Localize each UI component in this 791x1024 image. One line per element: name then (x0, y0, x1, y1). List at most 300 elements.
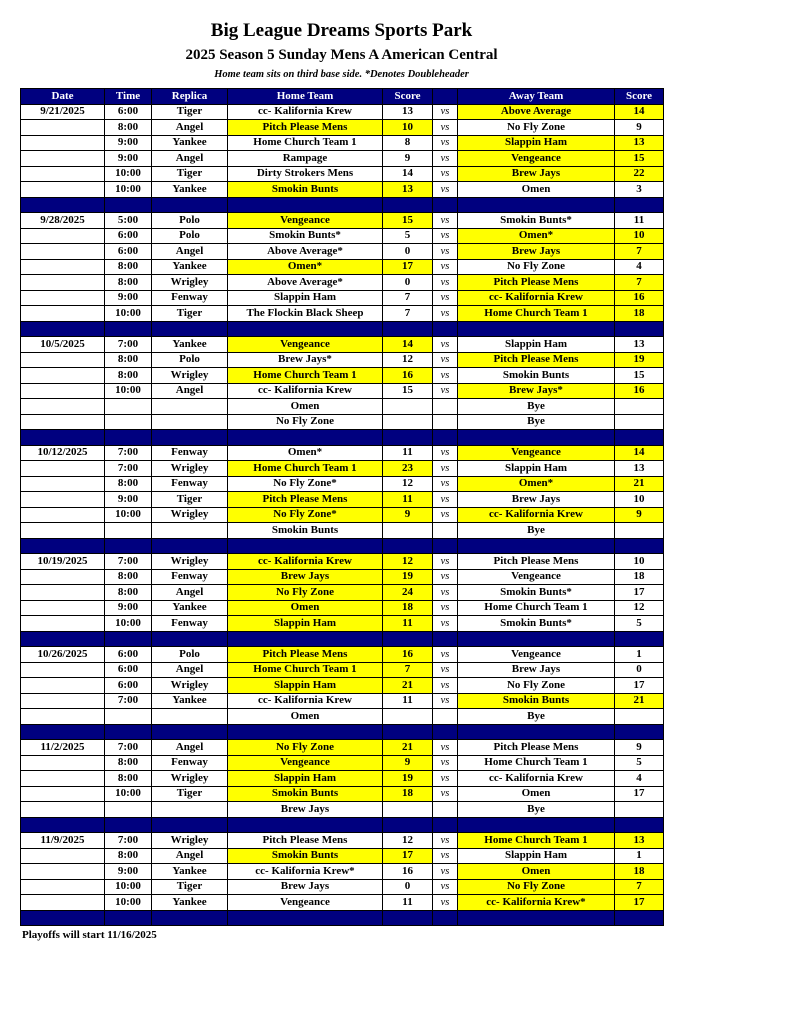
table-row (21, 755, 664, 771)
game-field: Angel (152, 244, 228, 260)
separator-cell (433, 430, 458, 446)
away-team: cc- Kalifornia Krew (458, 771, 615, 787)
home-score: 11 (383, 895, 433, 911)
vs-label: vs (433, 678, 458, 694)
game-time: 9:00 (105, 492, 152, 508)
away-team: Home Church Team 1 (458, 755, 615, 771)
away-score: 22 (615, 166, 664, 182)
week-separator (21, 724, 664, 740)
game-date (21, 678, 105, 694)
table-row (21, 662, 664, 678)
home-score: 11 (383, 616, 433, 632)
separator-cell (615, 910, 664, 926)
away-team: Brew Jays (458, 166, 615, 182)
home-team: Omen (228, 709, 383, 725)
game-time: 10:00 (105, 879, 152, 895)
away-score: 17 (615, 786, 664, 802)
table-row (21, 275, 664, 291)
home-team: cc- Kalifornia Krew (228, 383, 383, 399)
home-team: Vengeance (228, 895, 383, 911)
home-score: 9 (383, 507, 433, 523)
separator-cell (615, 197, 664, 213)
home-team-column-header: Home Team (228, 89, 383, 105)
home-team: Home Church Team 1 (228, 368, 383, 384)
away-score: 15 (615, 151, 664, 167)
game-field: Wrigley (152, 461, 228, 477)
away-score: 14 (615, 104, 664, 120)
vs-label: vs (433, 275, 458, 291)
away-team: No Fly Zone (458, 120, 615, 136)
away-score: 7 (615, 879, 664, 895)
away-team: cc- Kalifornia Krew (458, 507, 615, 523)
game-time (105, 414, 152, 430)
home-score (383, 523, 433, 539)
game-time: 7:00 (105, 337, 152, 353)
separator-cell (105, 538, 152, 554)
away-score: 15 (615, 368, 664, 384)
game-date (21, 228, 105, 244)
game-field: Wrigley (152, 833, 228, 849)
vs-label: vs (433, 213, 458, 229)
game-field: Wrigley (152, 771, 228, 787)
separator-cell (433, 197, 458, 213)
table-row (21, 259, 664, 275)
game-time (105, 802, 152, 818)
table-row (21, 585, 664, 601)
home-score: 18 (383, 600, 433, 616)
game-field: Fenway (152, 616, 228, 632)
home-team: Smokin Bunts (228, 182, 383, 198)
schedule-table (20, 88, 664, 926)
game-date (21, 507, 105, 523)
game-time: 8:00 (105, 120, 152, 136)
game-date: 11/9/2025 (21, 833, 105, 849)
vs-label: vs (433, 693, 458, 709)
game-field: Angel (152, 662, 228, 678)
vs-label: vs (433, 151, 458, 167)
away-team: No Fly Zone (458, 879, 615, 895)
game-time (105, 523, 152, 539)
vs-label: vs (433, 554, 458, 570)
table-row (21, 616, 664, 632)
away-score: 13 (615, 833, 664, 849)
separator-cell (458, 430, 615, 446)
away-team: Omen* (458, 476, 615, 492)
table-row (21, 864, 664, 880)
home-score: 9 (383, 755, 433, 771)
week-separator (21, 197, 664, 213)
table-row (21, 337, 664, 353)
table-row (21, 445, 664, 461)
table-row (21, 709, 664, 725)
away-team: Brew Jays (458, 492, 615, 508)
game-time: 7:00 (105, 445, 152, 461)
away-score: 0 (615, 662, 664, 678)
game-field: Tiger (152, 786, 228, 802)
away-score: 16 (615, 383, 664, 399)
game-time: 7:00 (105, 554, 152, 570)
separator-cell (152, 724, 228, 740)
game-time: 7:00 (105, 461, 152, 477)
home-score: 17 (383, 259, 433, 275)
separator-cell (21, 910, 105, 926)
game-time: 10:00 (105, 166, 152, 182)
home-score: 12 (383, 833, 433, 849)
game-field: Yankee (152, 135, 228, 151)
away-score: 18 (615, 569, 664, 585)
home-team: Slappin Ham (228, 771, 383, 787)
away-team: Vengeance (458, 151, 615, 167)
page-title: Big League Dreams Sports Park (210, 20, 473, 41)
separator-cell (152, 910, 228, 926)
home-score: 15 (383, 213, 433, 229)
away-score: 10 (615, 228, 664, 244)
away-score: 4 (615, 259, 664, 275)
separator-cell (21, 197, 105, 213)
table-row (21, 352, 664, 368)
home-team: cc- Kalifornia Krew (228, 554, 383, 570)
separator-cell (615, 817, 664, 833)
game-time: 10:00 (105, 182, 152, 198)
away-score-column-header: Score (615, 89, 664, 105)
game-date: 10/5/2025 (21, 337, 105, 353)
game-field: Wrigley (152, 554, 228, 570)
away-score: 7 (615, 275, 664, 291)
home-team: Slappin Ham (228, 290, 383, 306)
separator-cell (433, 724, 458, 740)
vs-label: vs (433, 445, 458, 461)
home-score: 12 (383, 476, 433, 492)
game-date (21, 848, 105, 864)
vs-label (433, 399, 458, 415)
game-field (152, 414, 228, 430)
game-field: Tiger (152, 492, 228, 508)
week-separator (21, 538, 664, 554)
game-time: 10:00 (105, 383, 152, 399)
table-row (21, 414, 664, 430)
separator-cell (152, 538, 228, 554)
game-date (21, 166, 105, 182)
home-team: Smokin Bunts (228, 786, 383, 802)
table-row (21, 120, 664, 136)
game-time: 7:00 (105, 833, 152, 849)
home-team: No Fly Zone* (228, 476, 383, 492)
vs-label: vs (433, 182, 458, 198)
game-field: Wrigley (152, 507, 228, 523)
away-score: 9 (615, 507, 664, 523)
home-team: Smokin Bunts (228, 523, 383, 539)
home-team: Slappin Ham (228, 678, 383, 694)
table-row (21, 554, 664, 570)
separator-cell (433, 817, 458, 833)
table-row (21, 693, 664, 709)
away-team: Bye (458, 414, 615, 430)
away-team: Vengeance (458, 569, 615, 585)
away-team: Vengeance (458, 647, 615, 663)
table-row (21, 523, 664, 539)
table-row (21, 244, 664, 260)
away-team: Smokin Bunts (458, 368, 615, 384)
separator-cell (383, 817, 433, 833)
away-score: 7 (615, 244, 664, 260)
game-time: 9:00 (105, 864, 152, 880)
away-score (615, 399, 664, 415)
game-date (21, 476, 105, 492)
game-date: 10/12/2025 (21, 445, 105, 461)
away-team: Omen (458, 864, 615, 880)
away-team: Slappin Ham (458, 461, 615, 477)
table-row (21, 104, 664, 120)
home-team: Vengeance (228, 755, 383, 771)
game-field: Wrigley (152, 678, 228, 694)
game-field: Polo (152, 647, 228, 663)
home-team: Smokin Bunts (228, 848, 383, 864)
game-date (21, 399, 105, 415)
vs-label: vs (433, 461, 458, 477)
separator-cell (383, 631, 433, 647)
away-score: 17 (615, 895, 664, 911)
game-time: 5:00 (105, 213, 152, 229)
separator-cell (458, 197, 615, 213)
away-score (615, 523, 664, 539)
home-score: 11 (383, 445, 433, 461)
game-date (21, 352, 105, 368)
table-row (21, 492, 664, 508)
game-time: 8:00 (105, 368, 152, 384)
away-team: Bye (458, 709, 615, 725)
away-score: 13 (615, 337, 664, 353)
game-date (21, 120, 105, 136)
away-team: Home Church Team 1 (458, 306, 615, 322)
table-row (21, 848, 664, 864)
game-time: 9:00 (105, 600, 152, 616)
home-score: 8 (383, 135, 433, 151)
home-score: 11 (383, 693, 433, 709)
game-field: Polo (152, 352, 228, 368)
game-date (21, 895, 105, 911)
separator-cell (152, 197, 228, 213)
game-time: 10:00 (105, 616, 152, 632)
home-team: Omen* (228, 259, 383, 275)
table-row (21, 647, 664, 663)
away-score: 10 (615, 554, 664, 570)
home-team: Above Average* (228, 244, 383, 260)
game-time: 6:00 (105, 104, 152, 120)
separator-cell (458, 538, 615, 554)
game-date (21, 182, 105, 198)
home-team: Home Church Team 1 (228, 662, 383, 678)
vs-label: vs (433, 879, 458, 895)
game-time: 9:00 (105, 151, 152, 167)
away-score: 1 (615, 647, 664, 663)
vs-label: vs (433, 306, 458, 322)
table-row (21, 507, 664, 523)
away-team: No Fly Zone (458, 259, 615, 275)
game-field: Angel (152, 120, 228, 136)
separator-cell (433, 631, 458, 647)
game-field: Fenway (152, 569, 228, 585)
home-team: cc- Kalifornia Krew (228, 104, 383, 120)
away-team: Home Church Team 1 (458, 833, 615, 849)
home-score: 0 (383, 244, 433, 260)
week-separator (21, 631, 664, 647)
game-date: 11/2/2025 (21, 740, 105, 756)
game-time (105, 399, 152, 415)
away-score: 4 (615, 771, 664, 787)
vs-label: vs (433, 786, 458, 802)
away-team: Brew Jays (458, 244, 615, 260)
separator-cell (105, 910, 152, 926)
home-team: Brew Jays* (228, 352, 383, 368)
separator-cell (433, 321, 458, 337)
separator-cell (228, 430, 383, 446)
away-score: 16 (615, 290, 664, 306)
vs-label: vs (433, 864, 458, 880)
home-team: Above Average* (228, 275, 383, 291)
table-row (21, 306, 664, 322)
game-date (21, 461, 105, 477)
away-team: Brew Jays (458, 662, 615, 678)
separator-cell (615, 430, 664, 446)
vs-label: vs (433, 771, 458, 787)
doubleheader-note: Home team sits on third base side. *Denotes Doubleheader (214, 69, 469, 80)
game-time: 8:00 (105, 476, 152, 492)
game-field: Fenway (152, 755, 228, 771)
table-row (21, 476, 664, 492)
home-team: Pitch Please Mens (228, 833, 383, 849)
away-score: 3 (615, 182, 664, 198)
vs-label: vs (433, 259, 458, 275)
game-time: 6:00 (105, 244, 152, 260)
vs-label: vs (433, 368, 458, 384)
game-time: 9:00 (105, 290, 152, 306)
game-time: 10:00 (105, 786, 152, 802)
away-score (615, 414, 664, 430)
vs-label: vs (433, 755, 458, 771)
game-field (152, 523, 228, 539)
away-score: 17 (615, 678, 664, 694)
separator-cell (105, 817, 152, 833)
game-field: Polo (152, 228, 228, 244)
home-team: Vengeance (228, 337, 383, 353)
game-time: 6:00 (105, 678, 152, 694)
home-score: 21 (383, 740, 433, 756)
home-score (383, 414, 433, 430)
home-team: No Fly Zone (228, 414, 383, 430)
away-team: Slappin Ham (458, 848, 615, 864)
separator-cell (21, 631, 105, 647)
away-score: 11 (615, 213, 664, 229)
game-time: 8:00 (105, 569, 152, 585)
vs-label: vs (433, 104, 458, 120)
vs-label: vs (433, 352, 458, 368)
game-date (21, 585, 105, 601)
away-team: Bye (458, 523, 615, 539)
home-score: 7 (383, 290, 433, 306)
home-score: 0 (383, 275, 433, 291)
game-time: 8:00 (105, 848, 152, 864)
playoffs-note: Playoffs will start 11/16/2025 (22, 929, 157, 941)
away-score: 5 (615, 755, 664, 771)
separator-cell (615, 724, 664, 740)
away-score: 5 (615, 616, 664, 632)
game-date (21, 879, 105, 895)
away-team: Pitch Please Mens (458, 352, 615, 368)
separator-cell (433, 910, 458, 926)
home-team: No Fly Zone (228, 740, 383, 756)
away-score: 18 (615, 864, 664, 880)
game-date (21, 864, 105, 880)
vs-label: vs (433, 616, 458, 632)
separator-cell (458, 817, 615, 833)
separator-cell (152, 631, 228, 647)
game-date (21, 368, 105, 384)
home-score: 14 (383, 337, 433, 353)
table-row (21, 740, 664, 756)
separator-cell (383, 538, 433, 554)
separator-cell (105, 430, 152, 446)
home-team: cc- Kalifornia Krew* (228, 864, 383, 880)
separator-cell (105, 197, 152, 213)
separator-cell (152, 430, 228, 446)
vs-label: vs (433, 337, 458, 353)
away-score: 19 (615, 352, 664, 368)
game-date (21, 151, 105, 167)
table-row (21, 569, 664, 585)
home-score: 16 (383, 368, 433, 384)
game-time: 7:00 (105, 740, 152, 756)
home-score: 18 (383, 786, 433, 802)
table-row (21, 290, 664, 306)
home-team: Pitch Please Mens (228, 647, 383, 663)
away-score: 12 (615, 600, 664, 616)
game-field: Fenway (152, 476, 228, 492)
replica-column-header: Replica (152, 89, 228, 105)
game-field (152, 399, 228, 415)
game-time (105, 709, 152, 725)
game-field (152, 802, 228, 818)
vs-label (433, 802, 458, 818)
game-date (21, 290, 105, 306)
table-row (21, 135, 664, 151)
home-score: 13 (383, 182, 433, 198)
vs-label: vs (433, 569, 458, 585)
game-date (21, 709, 105, 725)
separator-cell (152, 321, 228, 337)
vs-label (433, 523, 458, 539)
separator-cell (383, 430, 433, 446)
game-field: Tiger (152, 104, 228, 120)
game-time: 9:00 (105, 135, 152, 151)
game-field: Angel (152, 383, 228, 399)
away-team: Above Average (458, 104, 615, 120)
separator-cell (228, 631, 383, 647)
separator-cell (21, 538, 105, 554)
home-team: Omen (228, 399, 383, 415)
vs-column-header (433, 89, 458, 105)
home-score: 13 (383, 104, 433, 120)
game-date (21, 616, 105, 632)
home-score: 19 (383, 569, 433, 585)
table-row (21, 678, 664, 694)
away-score: 9 (615, 740, 664, 756)
home-score: 14 (383, 166, 433, 182)
home-team: Brew Jays (228, 802, 383, 818)
game-time: 10:00 (105, 895, 152, 911)
separator-cell (228, 321, 383, 337)
home-team: Rampage (228, 151, 383, 167)
game-field: Yankee (152, 693, 228, 709)
